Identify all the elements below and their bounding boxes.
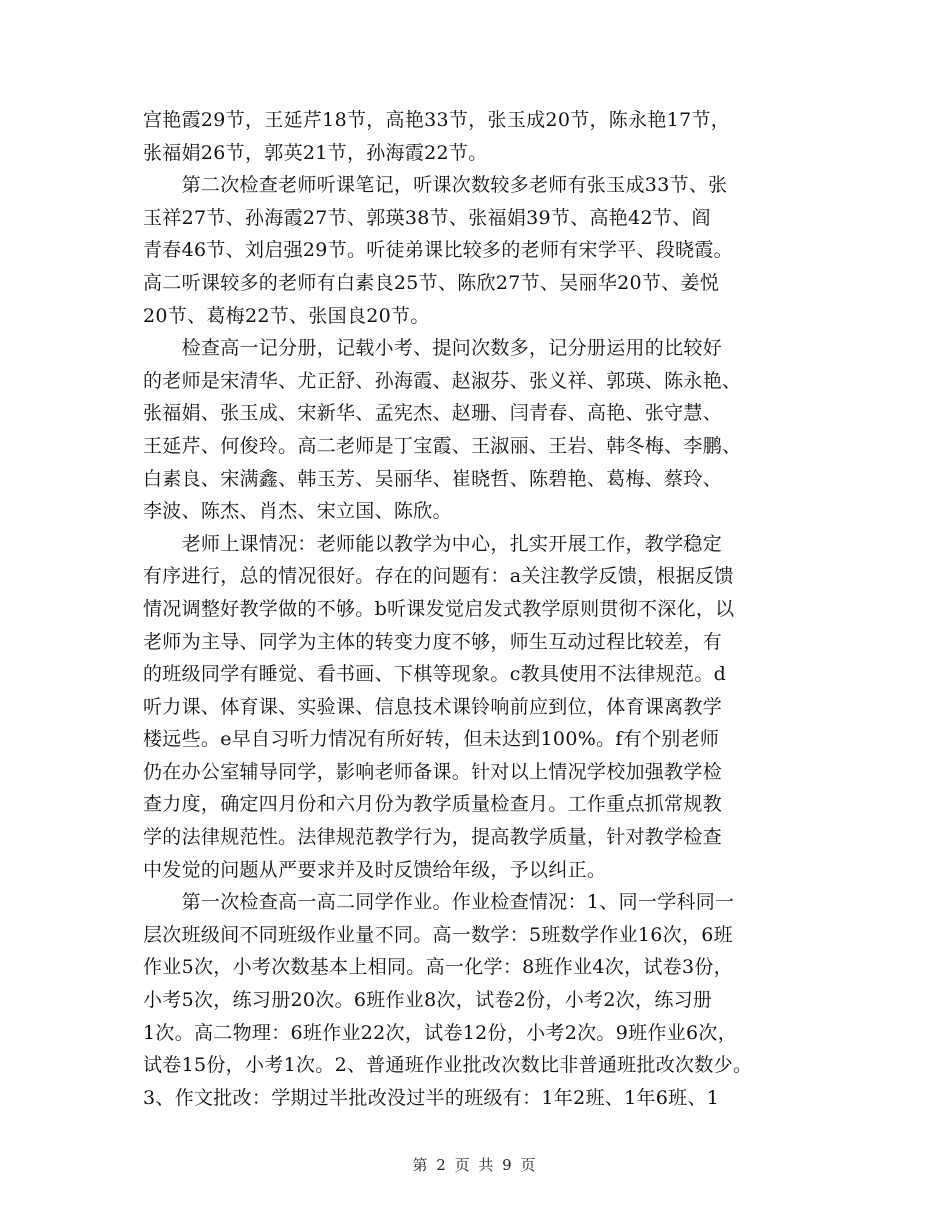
text-line: 李波、陈杰、肖杰、宋立国、陈欣。 [143,500,452,523]
text-line: 层次班级间不同班级作业量不同。高一数学：5班数学作业16次，6班 [143,923,733,946]
footer-middle: 页 共 [454,1156,496,1174]
text-line: 老师上课情况：老师能以教学为中心，扎实开展工作，教学稳定 [143,532,723,555]
text-line: 宫艳霞29节，王延芹18节，高艳33节，张玉成20节，陈永艳17节， [143,109,731,131]
text-line: 检查高一记分册，记载小考、提问次数多，记分册运用的比较好 [143,337,723,360]
total-pages: 9 [502,1156,514,1174]
text-line: 楼远些。e早自习听力情况有所好转，但未达到100%。f有个别老师 [143,728,720,751]
page-number: 2 [436,1156,448,1174]
text-line: 情况调整好教学做的不够。b听课发觉启发式教学原则贯彻不深化，以 [143,597,735,620]
text-line: 的班级同学有睡觉、看书画、下棋等现象。c教具使用不法律规范。d [143,663,727,686]
text-line: 试卷15份，小考1次。2、普通班作业批改次数比非普通班批改次数少。 [143,1054,753,1077]
page-footer [0,1154,950,1175]
text-line: 1次。高二物理：6班作业22次，试卷12份，小考2次。9班作业6次， [143,1021,737,1044]
text-line: 中发觉的问题从严要求并及时反馈给年级，予以纠正。 [143,858,607,881]
document-body [143,104,843,1114]
text-line: 第一次检查高一高二同学作业。作业检查情况：1、同一学科同一 [143,891,735,914]
text-line: 第二次检查老师听课笔记，听课次数较多老师有张玉成33节、张 [143,174,728,197]
text-line: 张福娟26节，郭英21节，孙海霞22节。 [143,141,488,164]
text-line: 的老师是宋清华、尤正舒、孙海霞、赵淑芬、张义祥、郭瑛、陈永艳、 [143,369,742,392]
text-line: 老师为主导、同学为主体的转变力度不够，师生互动过程比较差，有 [143,630,723,653]
text-line: 玉祥27节、孙海霞27节、郭瑛38节、张福娟39节、高艳42节、阎 [143,206,711,229]
text-line: 学的法律规范性。法律规范教学行为，提高教学质量，针对教学检查 [143,826,723,849]
text-line: 小考5次，练习册20次。6班作业8次，试卷2份，小考2次，练习册 [143,989,713,1012]
text-line: 青春46节、刘启强29节。听徒弟课比较多的老师有宋学平、段晓霞。 [143,239,733,262]
text-line: 仍在办公室辅导同学，影响老师备课。针对以上情况学校加强教学检 [143,760,723,783]
text-line: 王延芹、何俊玲。高二老师是丁宝霞、王淑丽、王岩、韩冬梅、李鹏、 [143,434,742,457]
text-line: 高二听课较多的老师有白素良25节、陈欣27节、吴丽华20节、姜悦 [143,271,720,294]
text-line: 作业5次，小考次数基本上相同。高一化学：8班作业4次，试卷3份， [143,956,733,979]
text-line: 3、作文批改：学期过半批改没过半的班级有：1年2班、1年6班、1 [143,1086,720,1109]
footer-prefix: 第 [412,1156,430,1174]
footer-suffix: 页 [520,1156,538,1174]
text-line: 白素良、宋满鑫、韩玉芳、吴丽华、崔晓哲、陈碧艳、葛梅、蔡玲、 [143,467,723,490]
text-line: 张福娟、张玉成、宋新华、孟宪杰、赵珊、闫青春、高艳、张守慧、 [143,402,723,425]
text-line: 听力课、体育课、实验课、信息技术课铃响前应到位，体育课离教学 [143,695,723,718]
text-line: 查力度，确定四月份和六月份为教学质量检查月。工作重点抓常规教 [143,793,723,816]
text-line: 20节、葛梅22节、张国良20节。 [143,304,430,327]
text-line: 有序进行，总的情况很好。存在的问题有：a关注教学反馈，根据反馈 [143,565,734,588]
